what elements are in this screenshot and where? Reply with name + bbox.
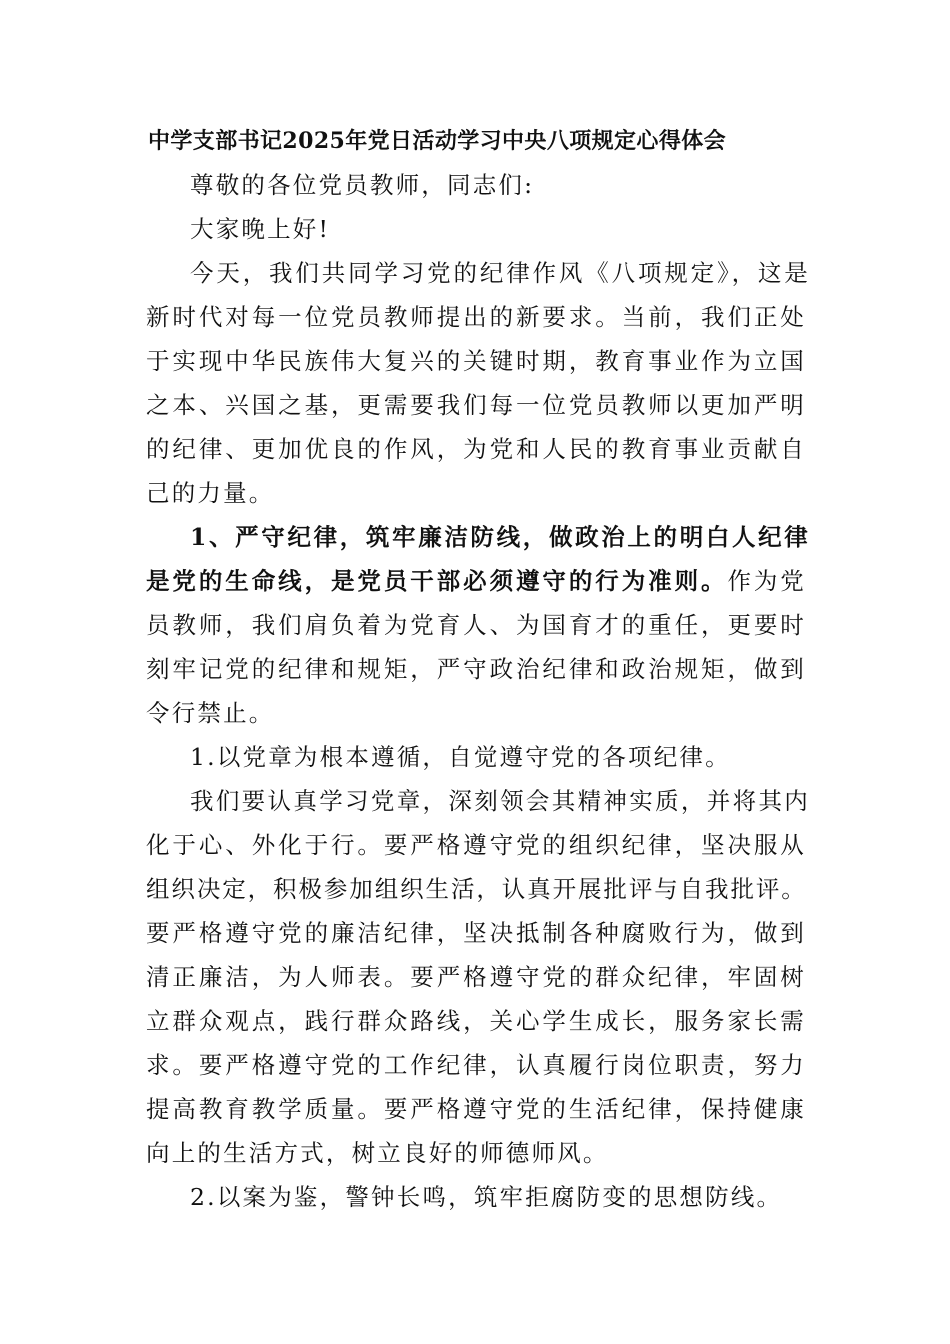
section-heading-bold-part: 是党的生命线，是党员干部必须遵守的行为准则。: [146, 567, 728, 595]
paragraph-line: 刻牢记党的纪律和规矩，严守政治纪律和政治规矩，做到: [146, 655, 806, 683]
greeting-line: 大家晚上好!: [190, 215, 331, 243]
paragraph-line: 立群众观点，践行群众路线，关心学生成长，服务家长需: [146, 1007, 806, 1035]
paragraph-line: 之本、兴国之基，更需要我们每一位党员教师以更加严明: [146, 391, 806, 419]
paragraph-line: 提高教育教学质量。要严格遵守党的生活纪律，保持健康: [146, 1095, 806, 1123]
paragraph-line: 清正廉洁，为人师表。要严格遵守党的群众纪律，牢固树: [146, 963, 806, 991]
paragraph-line: 新时代对每一位党员教师提出的新要求。当前，我们正处: [146, 303, 806, 331]
section-heading-normal-part: 作为党: [727, 567, 806, 595]
document-title: 中学支部书记2025年党日活动学习中央八项规定心得体会: [148, 128, 727, 154]
paragraph-line: 向上的生活方式，树立良好的师德师风。: [146, 1139, 609, 1167]
salutation-line: 尊敬的各位党员教师，同志们:: [190, 171, 535, 199]
section-heading-line: 1、严守纪律，筑牢廉洁防线，做政治上的明白人纪律: [190, 523, 810, 551]
paragraph-line: 组织决定，积极参加组织生活，认真开展批评与自我批评。: [146, 875, 806, 903]
paragraph-line: 求。要严格遵守党的工作纪律，认真履行岗位职责，努力: [146, 1051, 806, 1079]
paragraph-line: 令行禁止。: [146, 699, 275, 727]
paragraph-line: 员教师，我们肩负着为党育人、为国育才的重任，更要时: [146, 611, 806, 639]
subheading-line: 2.以案为鉴，警钟长鸣，筑牢拒腐防变的思想防线。: [190, 1183, 783, 1211]
paragraph-line: 要严格遵守党的廉洁纪律，坚决抵制各种腐败行为，做到: [146, 919, 806, 947]
paragraph-line: 今天，我们共同学习党的纪律作风《八项规定》，这是: [190, 259, 810, 287]
paragraph-line: 的纪律、更加优良的作风，为党和人民的教育事业贡献自: [146, 435, 806, 463]
section-heading-line-mixed: [146, 566, 806, 596]
paragraph-line: 于实现中华民族伟大复兴的关键时期，教育事业作为立国: [146, 347, 806, 375]
paragraph-line: 我们要认真学习党章，深刻领会其精神实质，并将其内: [190, 787, 810, 815]
subheading-line: 1.以党章为根本遵循，自觉遵守党的各项纪律。: [190, 743, 731, 771]
paragraph-line: 化于心、外化于行。要严格遵守党的组织纪律，坚决服从: [146, 831, 806, 859]
paragraph-line: 己的力量。: [146, 479, 275, 507]
